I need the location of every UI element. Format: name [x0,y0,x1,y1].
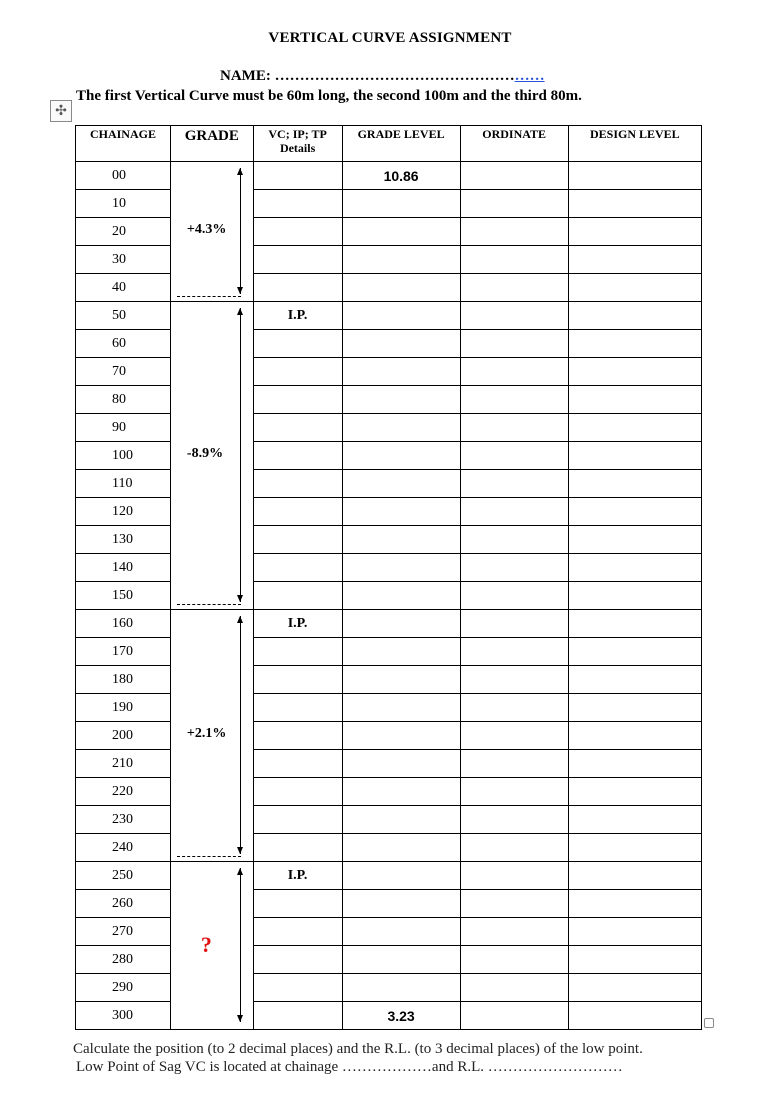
grade-cell [170,162,253,302]
grade-level-cell[interactable] [342,554,460,582]
footer-instruction: Calculate the position (to 2 decimal places) and the R.L. (to 3 decimal places) of the low point. [73,1041,643,1057]
chainage-cell: 60 [76,330,171,358]
grade-label: +2.1% [186,726,227,741]
table-move-handle-icon[interactable]: ✣ [50,100,72,122]
ordinate-cell[interactable] [460,890,568,918]
vc-details-cell[interactable] [253,358,342,386]
design-level-cell[interactable] [568,498,701,526]
table-row [76,386,702,414]
design-level-cell[interactable] [568,1002,701,1030]
ordinate-cell[interactable] [460,694,568,722]
chainage-cell: 120 [76,498,171,526]
table-row [76,554,702,582]
table-row [76,414,702,442]
ip-dashed-line [177,296,241,297]
header-vc-details [253,126,342,162]
design-level-cell[interactable] [568,862,701,890]
ordinate-cell[interactable] [460,750,568,778]
table-row [76,218,702,246]
ordinate-cell[interactable] [460,498,568,526]
chainage-cell: 220 [76,778,171,806]
vc-details-cell[interactable] [253,190,342,218]
ordinate-cell[interactable] [460,834,568,862]
table-row [76,246,702,274]
name-link[interactable]: …… [514,68,545,84]
chainage-cell: 10 [76,190,171,218]
ip-dashed-line [177,604,241,605]
ordinate-cell[interactable] [460,778,568,806]
grade-level-cell[interactable] [342,974,460,1002]
grade-level-cell[interactable] [342,834,460,862]
grade-level-cell[interactable] [342,386,460,414]
chainage-cell: 30 [76,246,171,274]
design-level-cell[interactable] [568,694,701,722]
table-row [76,862,702,890]
grade-level-cell[interactable] [342,526,460,554]
table-row [76,582,702,610]
vc-details-cell[interactable] [253,330,342,358]
vc-details-cell[interactable] [253,526,342,554]
vc-details-cell[interactable] [253,218,342,246]
table-row [76,526,702,554]
ordinate-cell[interactable] [460,946,568,974]
grade-level-cell[interactable] [342,358,460,386]
grade-cell [170,610,253,862]
chainage-cell: 160 [76,610,171,638]
vc-details-cell[interactable]: I.P. [253,610,342,638]
design-level-cell[interactable] [568,666,701,694]
chainage-cell: 90 [76,414,171,442]
footer-answer-line[interactable]: Low Point of Sag VC is located at chainage ………………and R.L. ……………………… [76,1059,623,1075]
table-row [76,666,702,694]
ordinate-cell[interactable] [460,162,568,190]
grade-level-cell[interactable] [342,274,460,302]
table-row [76,498,702,526]
name-label: NAME: [220,68,275,84]
vc-details-cell[interactable] [253,666,342,694]
design-level-cell[interactable] [568,274,701,302]
grade-level-cell[interactable] [342,218,460,246]
ordinate-cell[interactable] [460,414,568,442]
design-level-cell[interactable] [568,974,701,1002]
grade-level-cell[interactable] [342,946,460,974]
chainage-cell: 110 [76,470,171,498]
vc-details-cell[interactable] [253,162,342,190]
grade-level-cell[interactable] [342,666,460,694]
grade-span-arrow-icon [240,616,241,854]
grade-cell [170,302,253,610]
chainage-cell: 00 [76,162,171,190]
ordinate-cell[interactable] [460,442,568,470]
table-row [76,190,702,218]
grade-level-cell[interactable]: 10.86 [342,162,460,190]
design-level-cell[interactable] [568,918,701,946]
design-level-cell[interactable] [568,778,701,806]
design-level-cell[interactable] [568,386,701,414]
table-row [76,442,702,470]
design-level-cell[interactable] [568,442,701,470]
ordinate-cell[interactable] [460,610,568,638]
design-level-cell[interactable] [568,414,701,442]
chainage-cell: 200 [76,722,171,750]
table-header-row [76,126,702,162]
table-row [76,946,702,974]
unknown-grade-label: ? [200,932,212,957]
table-resize-handle[interactable] [704,1018,714,1028]
vc-details-cell[interactable] [253,806,342,834]
chainage-cell: 170 [76,638,171,666]
chainage-cell: 240 [76,834,171,862]
chainage-cell: 210 [76,750,171,778]
ordinate-cell[interactable] [460,582,568,610]
grade-level-cell[interactable] [342,694,460,722]
ordinate-cell[interactable] [460,638,568,666]
design-level-cell[interactable] [568,806,701,834]
vc-details-cell[interactable] [253,974,342,1002]
grade-span-arrow-icon [240,868,241,1022]
header-ordinate: ORDINATE [460,126,568,162]
ordinate-cell[interactable] [460,806,568,834]
vc-details-cell[interactable] [253,498,342,526]
chainage-cell: 260 [76,890,171,918]
chainage-cell: 50 [76,302,171,330]
table-row [76,358,702,386]
name-dots: ………………………………………… [274,68,515,84]
ordinate-cell[interactable] [460,862,568,890]
vc-details-cell[interactable] [253,638,342,666]
grade-level-cell[interactable] [342,778,460,806]
design-level-cell[interactable] [568,750,701,778]
chainage-cell: 300 [76,1002,171,1030]
ordinate-cell[interactable] [460,722,568,750]
grade-level-cell[interactable] [342,246,460,274]
grade-level-cell[interactable] [342,806,460,834]
grade-level-cell[interactable] [342,610,460,638]
table-row [76,330,702,358]
design-level-cell[interactable] [568,554,701,582]
grade-level-cell[interactable] [342,918,460,946]
grade-level-cell[interactable] [342,442,460,470]
vc-details-cell[interactable]: I.P. [253,862,342,890]
header-design-level: DESIGN LEVEL [568,126,701,162]
header-grade-level: GRADE LEVEL [342,126,460,162]
grade-level-cell[interactable] [342,470,460,498]
ordinate-cell[interactable] [460,974,568,1002]
grade-level-cell[interactable] [342,414,460,442]
design-level-cell[interactable] [568,162,701,190]
ordinate-cell[interactable] [460,666,568,694]
ordinate-cell[interactable] [460,1002,568,1030]
design-level-cell[interactable] [568,946,701,974]
table-row [76,1002,702,1030]
header-vc-line2: Details [279,141,316,155]
table-row [76,750,702,778]
design-level-cell[interactable] [568,218,701,246]
header-vc-line1: VC; IP; TP [268,127,327,141]
chainage-cell: 270 [76,918,171,946]
grade-level-cell[interactable] [342,890,460,918]
vc-details-cell[interactable] [253,834,342,862]
ordinate-cell[interactable] [460,554,568,582]
chainage-cell: 250 [76,862,171,890]
vc-details-cell[interactable] [253,470,342,498]
vc-details-cell[interactable] [253,414,342,442]
grade-level-cell[interactable] [342,638,460,666]
grade-level-cell[interactable]: 3.23 [342,1002,460,1030]
table-row [76,638,702,666]
chainage-cell: 140 [76,554,171,582]
table-row [76,302,702,330]
table-row [76,974,702,1002]
table-row [76,694,702,722]
vc-details-cell[interactable] [253,918,342,946]
header-chainage: CHAINAGE [76,126,171,162]
grade-cell [170,862,253,1030]
vc-details-cell[interactable] [253,386,342,414]
vc-details-cell[interactable] [253,778,342,806]
table-row [76,722,702,750]
chainage-cell: 180 [76,666,171,694]
vc-details-cell[interactable] [253,890,342,918]
table-row [76,806,702,834]
grade-label: -8.9% [186,446,224,461]
table-row [76,162,702,190]
grade-level-cell[interactable] [342,302,460,330]
table-row [76,470,702,498]
page-title: VERTICAL CURVE ASSIGNMENT [268,30,512,46]
vc-details-cell[interactable] [253,1002,342,1030]
instruction-text: The first Vertical Curve must be 60m long, the second 100m and the third 80m. [76,88,582,104]
chainage-cell: 100 [76,442,171,470]
table-row [76,274,702,302]
chainage-cell: 230 [76,806,171,834]
grade-level-cell[interactable] [342,190,460,218]
vc-details-cell[interactable] [253,722,342,750]
ordinate-cell[interactable] [460,246,568,274]
table-row [76,610,702,638]
design-level-cell[interactable] [568,582,701,610]
chainage-cell: 130 [76,526,171,554]
design-level-cell[interactable] [568,246,701,274]
chainage-cell: 150 [76,582,171,610]
design-level-cell[interactable] [568,834,701,862]
table-row [76,918,702,946]
vc-details-cell[interactable] [253,442,342,470]
chainage-cell: 70 [76,358,171,386]
grade-level-cell[interactable] [342,750,460,778]
vertical-curve-table [75,125,702,1030]
design-level-cell[interactable] [568,638,701,666]
grade-level-cell[interactable] [342,498,460,526]
design-level-cell[interactable] [568,890,701,918]
table-row [76,834,702,862]
table-row [76,890,702,918]
chainage-cell: 190 [76,694,171,722]
vc-details-cell[interactable] [253,694,342,722]
grade-level-cell[interactable] [342,582,460,610]
ordinate-cell[interactable] [460,526,568,554]
chainage-cell: 80 [76,386,171,414]
ordinate-cell[interactable] [460,470,568,498]
design-level-cell[interactable] [568,610,701,638]
header-grade: GRADE [170,126,253,162]
vc-details-cell[interactable] [253,946,342,974]
ordinate-cell[interactable] [460,190,568,218]
vc-details-cell[interactable] [253,582,342,610]
ordinate-cell[interactable] [460,302,568,330]
ordinate-cell[interactable] [460,274,568,302]
grade-level-cell[interactable] [342,862,460,890]
grade-label: +4.3% [186,222,227,237]
chainage-cell: 280 [76,946,171,974]
design-level-cell[interactable] [568,470,701,498]
design-level-cell[interactable] [568,722,701,750]
grade-level-cell[interactable] [342,330,460,358]
table-row [76,778,702,806]
vc-details-cell[interactable] [253,274,342,302]
ordinate-cell[interactable] [460,330,568,358]
design-level-cell[interactable] [568,302,701,330]
ordinate-cell[interactable] [460,918,568,946]
vc-details-cell[interactable] [253,554,342,582]
grade-span-arrow-icon [240,168,241,294]
ip-dashed-line [177,856,241,857]
ordinate-cell[interactable] [460,358,568,386]
vc-details-cell[interactable] [253,750,342,778]
chainage-cell: 40 [76,274,171,302]
vc-details-cell[interactable] [253,246,342,274]
grade-level-cell[interactable] [342,722,460,750]
grade-span-arrow-icon [240,308,241,602]
ordinate-cell[interactable] [460,218,568,246]
design-level-cell[interactable] [568,526,701,554]
design-level-cell[interactable] [568,190,701,218]
chainage-cell: 20 [76,218,171,246]
vc-details-cell[interactable]: I.P. [253,302,342,330]
ordinate-cell[interactable] [460,386,568,414]
chainage-cell: 290 [76,974,171,1002]
name-field[interactable] [220,68,545,85]
design-level-cell[interactable] [568,358,701,386]
design-level-cell[interactable] [568,330,701,358]
